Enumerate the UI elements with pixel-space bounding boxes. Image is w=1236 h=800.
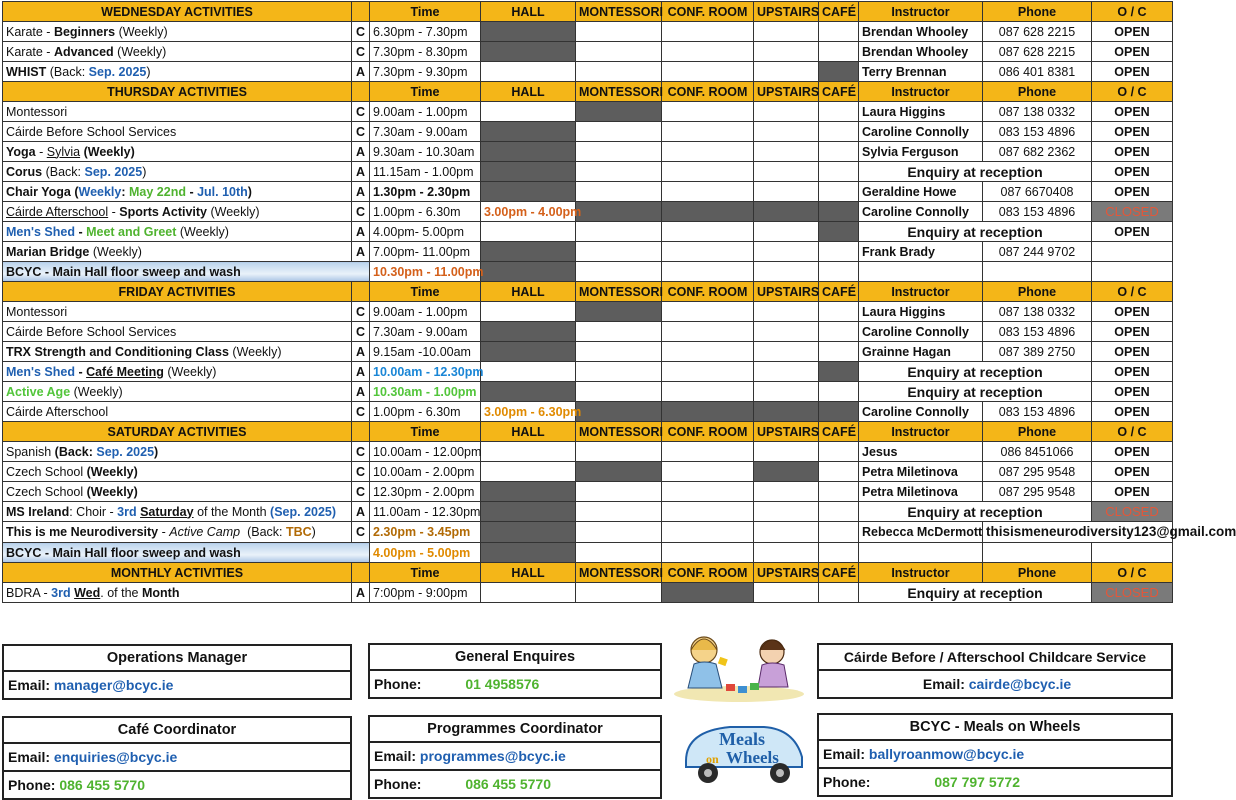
activity-name: Montessori <box>3 302 352 322</box>
col-cafe: CAFÉ <box>819 2 859 22</box>
operations-manager-box: Operations Manager Email: manager@bcyc.ie <box>2 644 352 700</box>
activities-schedule-table <box>2 1 1236 603</box>
ops-email-link[interactable]: manager@bcyc.ie <box>53 677 174 693</box>
table-row: Montessori C 9.00am - 1.00pm Laura Higgins 087 138 0332 OPEN <box>3 102 1173 122</box>
friday-header-row: FRIDAY ACTIVITIES Time HALL MONTESSORI CONF. ROOM UPSTAIRS CAFÉ Instructor Phone O / C <box>3 282 1173 302</box>
activity-name: Czech School (Weekly) <box>3 462 352 482</box>
table-row: Cáirde Afterschool C 1.00pm - 6.30m 3.00pm - 6.30pm Caroline Connolly 083 153 4896 OPEN <box>3 402 1173 422</box>
table-row: BCYC - Main Hall floor sweep and wash 10.30pm - 11.00pm <box>3 262 1173 282</box>
svg-text:Meals: Meals <box>719 729 765 749</box>
table-row: Karate - Beginners (Weekly) C 6.30pm - 7.30pm Brendan Whooley 087 628 2215 OPEN <box>3 22 1173 42</box>
table-row: This is me Neurodiversity - Active Camp (Back: TBC) C 2.30pm - 3.45pm Rebecca McDermott thisismeneurodiversity123@gmail.com <box>3 522 1173 543</box>
meals-on-wheels-logo <box>680 717 808 789</box>
programmes-phone[interactable]: 086 455 5770 <box>465 776 551 792</box>
col-conf-room: CONF. ROOM <box>662 2 754 22</box>
table-row: BDRA - 3rd Wed. of the Month A 7:00pm - 9:00pm Enquiry at reception CLOSED <box>3 583 1173 603</box>
mow-email-link[interactable]: ballyroanmow@bcyc.ie <box>868 746 1025 762</box>
enquiry-at-reception: Enquiry at reception <box>859 162 1092 182</box>
saturday-header-row: SATURDAY ACTIVITIES Time HALL MONTESSORI CONF. ROOM UPSTAIRS CAFÉ Instructor Phone O / C <box>3 422 1173 442</box>
section-title: THURSDAY ACTIVITIES <box>3 82 352 102</box>
activity-name: Chair Yoga (Weekly: May 22nd - Jul. 10th) <box>3 182 352 202</box>
thursday-header-row: THURSDAY ACTIVITIES Time HALL MONTESSORI CONF. ROOM UPSTAIRS CAFÉ Instructor Phone O / C <box>3 82 1173 102</box>
table-row: Czech School (Weekly) C 12.30pm - 2.00pm Petra Miletinova 087 295 9548 OPEN <box>3 482 1173 502</box>
activity-name: Cáirde Before School Services <box>3 122 352 142</box>
table-row: Spanish (Back: Sep. 2025) C 10.00am - 12.00pm Jesus 086 8451066 OPEN <box>3 442 1173 462</box>
table-row: Men's Shed - Meet and Greet (Weekly) A 4.00pm- 5.00pm Enquiry at reception OPEN <box>3 222 1173 242</box>
cafe-email-link[interactable]: enquiries@bcyc.ie <box>53 749 178 765</box>
activity-name: Cáirde Afterschool <box>3 402 352 422</box>
activity-name: Marian Bridge (Weekly) <box>3 242 352 262</box>
col-time: Time <box>370 2 481 22</box>
col-oc: O / C <box>1092 2 1173 22</box>
col-instructor: Instructor <box>859 2 983 22</box>
svg-text:Wheels: Wheels <box>726 748 779 767</box>
contact-email: thisismeneurodiversity123@gmail.com <box>983 522 1173 543</box>
table-row: Cáirde Before School Services C 7.30am - 9.00am Caroline Connolly 083 153 4896 OPEN <box>3 322 1173 342</box>
col-montessori: MONTESSORI <box>576 2 662 22</box>
activity-name: Yoga - Sylvia (Weekly) <box>3 142 352 162</box>
col-hall: HALL <box>481 2 576 22</box>
activity-name: Czech School (Weekly) <box>3 482 352 502</box>
section-title: SATURDAY ACTIVITIES <box>3 422 352 442</box>
table-row: Chair Yoga (Weekly: May 22nd - Jul. 10th) A 1.30pm - 2.30pm Geraldine Howe 087 6670408 OPEN <box>3 182 1173 202</box>
svg-text:on: on <box>706 752 719 766</box>
meals-on-wheels-box: BCYC - Meals on Wheels Email: ballyroanmow@bcyc.ie Phone: 087 797 5772 <box>817 713 1173 797</box>
activity-name: Corus (Back: Sep. 2025) <box>3 162 352 182</box>
activity-name: Spanish (Back: Sep. 2025) <box>3 442 352 462</box>
section-title: FRIDAY ACTIVITIES <box>3 282 352 302</box>
table-row: Karate - Advanced (Weekly) C 7.30pm - 8.30pm Brendan Whooley 087 628 2215 OPEN <box>3 42 1173 62</box>
cafe-phone[interactable]: 086 455 5770 <box>59 777 145 793</box>
table-row: Men's Shed - Café Meeting (Weekly) A 10.00am - 12.30pm Enquiry at reception OPEN <box>3 362 1173 382</box>
children-playing-icon <box>664 628 814 704</box>
table-row: Montessori C 9.00am - 1.00pm Laura Higgins 087 138 0332 OPEN <box>3 302 1173 322</box>
col-upstairs: UPSTAIRS <box>754 2 819 22</box>
table-row: Czech School (Weekly) C 10.00am - 2.00pm Petra Miletinova 087 295 9548 OPEN <box>3 462 1173 482</box>
cairde-email-link[interactable]: cairde@bcyc.ie <box>968 676 1072 692</box>
general-enquires-box: General Enquires Phone: 01 4958576 <box>368 643 662 699</box>
activity-name: Cáirde Afterschool - Sports Activity (Weekly) <box>3 202 352 222</box>
activity-name: Montessori <box>3 102 352 122</box>
activity-name: Men's Shed - Meet and Greet (Weekly) <box>3 222 352 242</box>
table-row: TRX Strength and Conditioning Class (Weekly) A 9.15am -10.00am Grainne Hagan 087 389 2750 OPEN <box>3 342 1173 362</box>
activity-name: TRX Strength and Conditioning Class (Weekly) <box>3 342 352 362</box>
table-row: Yoga - Sylvia (Weekly) A 9.30am - 10.30am Sylvia Ferguson 087 682 2362 OPEN <box>3 142 1173 162</box>
table-row: BCYC - Main Hall floor sweep and wash 4.00pm - 5.00pm <box>3 543 1173 563</box>
cairde-box: Cáirde Before / Afterschool Childcare Service Email: cairde@bcyc.ie <box>817 643 1173 699</box>
table-row: Cáirde Before School Services C 7.30am - 9.00am Caroline Connolly 083 153 4896 OPEN <box>3 122 1173 142</box>
general-phone[interactable]: 01 4958576 <box>465 676 540 692</box>
table-row: Active Age (Weekly) A 10.30am - 1.00pm Enquiry at reception OPEN <box>3 382 1173 402</box>
programmes-email-link[interactable]: programmes@bcyc.ie <box>419 748 566 764</box>
activity-name: Men's Shed - Café Meeting (Weekly) <box>3 362 352 382</box>
activity-name: Active Age (Weekly) <box>3 382 352 402</box>
programmes-coordinator-box: Programmes Coordinator Email: programmes@bcyc.ie Phone: 086 455 5770 <box>368 715 662 799</box>
col-phone: Phone <box>983 2 1092 22</box>
table-row: Marian Bridge (Weekly) A 7.00pm- 11.00pm Frank Brady 087 244 9702 <box>3 242 1173 262</box>
activity-name: Karate - Beginners (Weekly) <box>3 22 352 42</box>
activity-name: WHIST (Back: Sep. 2025) <box>3 62 352 82</box>
wednesday-header-row <box>3 2 1173 22</box>
status-badge: CLOSED <box>1092 202 1173 222</box>
table-row: Cáirde Afterschool - Sports Activity (Weekly) C 1.00pm - 6.30m 3.00pm - 4.00pm Caroline Connolly 083 153 4896 CLOSED <box>3 202 1173 222</box>
table-row: WHIST (Back: Sep. 2025) A 7.30pm - 9.30pm Terry Brennan 086 401 8381 OPEN <box>3 62 1173 82</box>
table-row: MS Ireland: Choir - 3rd Saturday of the Month (Sep. 2025) A 11.00am - 12.30pm Enquiry at reception CLOSED <box>3 502 1173 522</box>
section-title: WEDNESDAY ACTIVITIES <box>3 2 352 22</box>
table-row: Corus (Back: Sep. 2025) A 11.15am - 1.00pm Enquiry at reception OPEN <box>3 162 1173 182</box>
cafe-coordinator-box: Café Coordinator Email: enquiries@bcyc.ie Phone: 086 455 5770 <box>2 716 352 800</box>
activity-name: This is me Neurodiversity - Active Camp (Back: TBC) <box>3 522 352 543</box>
activity-name: BDRA - 3rd Wed. of the Month <box>3 583 352 603</box>
mow-phone[interactable]: 087 797 5772 <box>934 774 1020 790</box>
activity-name: MS Ireland: Choir - 3rd Saturday of the Month (Sep. 2025) <box>3 502 352 522</box>
activity-name: Cáirde Before School Services <box>3 322 352 342</box>
section-title: MONTHLY ACTIVITIES <box>3 563 352 583</box>
activity-name: Karate - Advanced (Weekly) <box>3 42 352 62</box>
monthly-header-row: MONTHLY ACTIVITIES Time HALL MONTESSORI CONF. ROOM UPSTAIRS CAFÉ Instructor Phone O / C <box>3 563 1173 583</box>
